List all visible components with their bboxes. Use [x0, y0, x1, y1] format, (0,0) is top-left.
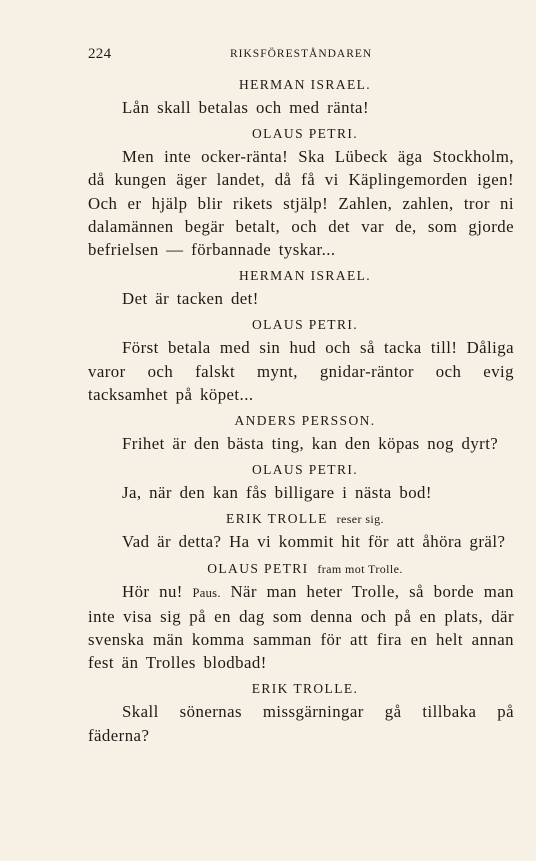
speaker-heading — [88, 74, 514, 96]
speech-paragraph: Frihet är den bästa ting, kan den köpas nog dyrt? — [122, 434, 499, 454]
stage-direction: reser sig. — [336, 512, 384, 527]
speech-paragraph — [88, 580, 514, 675]
speech-paragraph: Vad är detta? Ha vi kommit hit för att åhöra gräl? — [122, 532, 506, 552]
speaker-heading — [88, 123, 514, 145]
speaker-heading — [88, 459, 514, 481]
speaker-name: OLAUS PETRI. — [251, 126, 359, 142]
speaker-heading — [88, 558, 514, 580]
speaker-heading — [88, 508, 514, 530]
speaker-name: ERIK TROLLE — [226, 511, 328, 527]
inline-stage-direction: Paus. — [192, 585, 221, 600]
speaker-name: HERMAN ISRAEL. — [238, 268, 372, 284]
speaker-heading — [88, 265, 514, 287]
page-number: 224 — [88, 46, 112, 62]
speech-paragraph: Skall sönernas missgärningar gå tillbaka på fäderna? — [88, 702, 514, 745]
speaker-heading — [88, 678, 514, 700]
speaker-name: OLAUS PETRI. — [251, 462, 359, 478]
speaker-name: OLAUS PETRI — [207, 560, 309, 576]
speech-opening: Hör nu! — [122, 581, 183, 601]
running-head: RIKSFÖRESTÅNDAREN — [230, 48, 373, 60]
speaker-name: ANDERS PERSSON. — [234, 413, 376, 429]
speech-paragraph: Ja, när den kan fås billigare i nästa bod! — [122, 483, 432, 503]
speech-continuation: När man heter Trolle, så borde man inte visa sig på en dag som denna och på en plats, där svenska män komma samman för att fira en helt annan fest än Trolles blodbad! — [88, 581, 514, 673]
speech-paragraph: Först betala med sin hud och så tacka till! Dåliga varor och falskt mynt, gnidar-räntor och evig tacksamhet på köpet... — [88, 338, 514, 404]
speech-paragraph: Det är tacken det! — [122, 289, 259, 309]
dialogue-body — [88, 74, 514, 747]
page-header — [88, 46, 496, 66]
speaker-name: HERMAN ISRAEL. — [238, 77, 372, 92]
stage-direction: fram mot Trolle. — [317, 561, 403, 576]
speaker-name: OLAUS PETRI. — [251, 317, 359, 333]
speaker-heading — [88, 314, 514, 336]
speaker-heading — [88, 410, 514, 432]
speaker-name: ERIK TROLLE. — [251, 681, 359, 697]
speech-paragraph: Men inte ocker-ränta! Ska Lübeck äga Stockholm, då kungen äger landet, då få vi Käplingemorden igen! Och er hjälp blir rikets stjälp! Zahlen, zahlen, tror ni dalamännen begär betalt, och det var de, som gjorde befrielsen — förbannade tyskar... — [88, 147, 514, 260]
speech-paragraph: Lån skall betalas och med ränta! — [122, 98, 369, 117]
